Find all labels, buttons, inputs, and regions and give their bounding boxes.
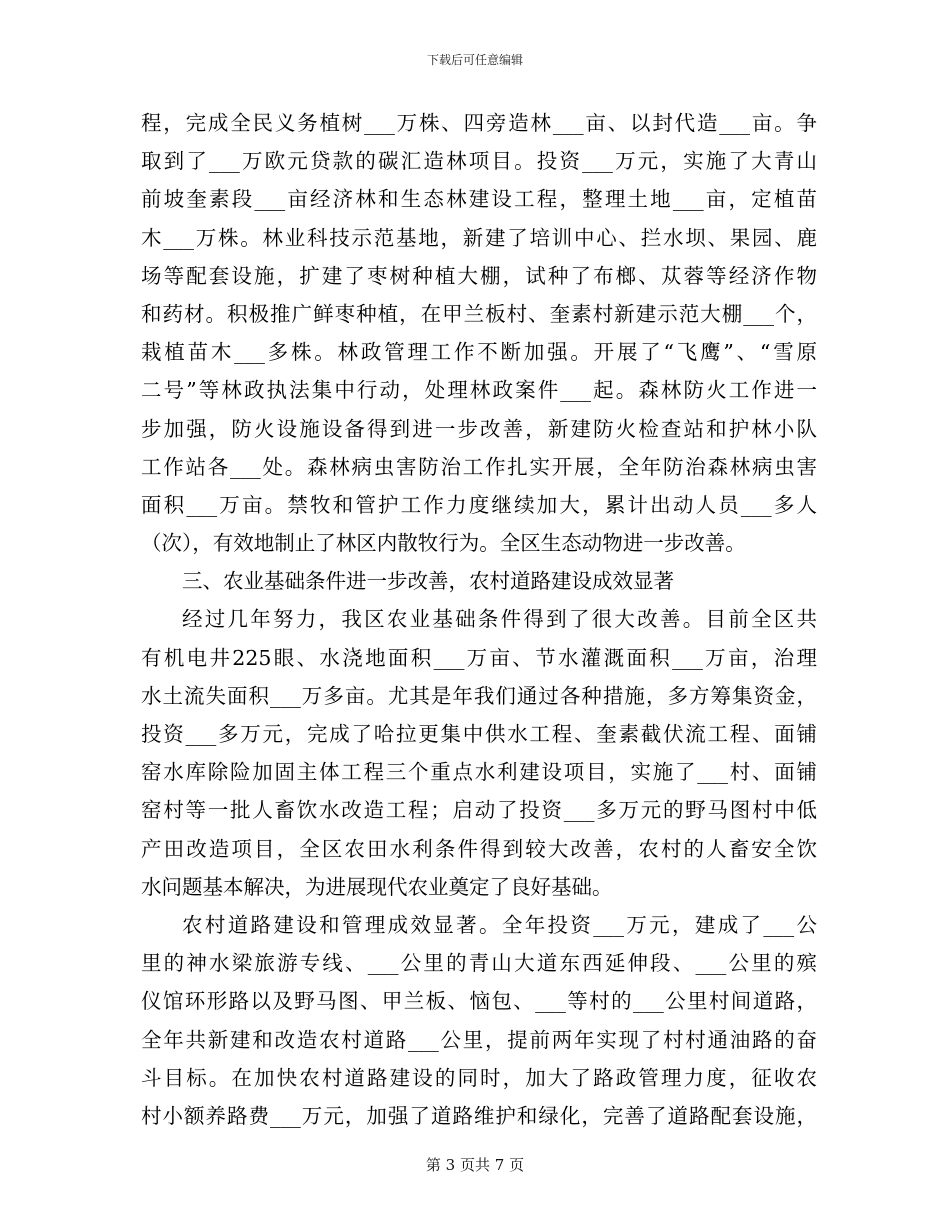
text-line: 栽植苗木___多株。林政管理工作不断加强。开展了“飞鹰”、“雪原 <box>141 340 817 365</box>
text-line: 步加强，防火设施设备得到进一步改善，新建防火检查站和护林小队 <box>141 416 817 441</box>
paragraph-last-line: 水问题基本解决，为进展现代农业奠定了良好基础。 <box>141 874 613 899</box>
text-line: 窑水库除险加固主体工程三个重点水利建设项目，实施了___村、面铺 <box>141 760 817 785</box>
text-line: 取到了___万欧元贷款的碳汇造林项目。投资___万元，实施了大青山 <box>141 149 817 174</box>
paragraph-first-line: 农村道路建设和管理成效显著。全年投资___万元，建成了___公 <box>182 912 817 937</box>
text-line: 全年共新建和改造农村道路___公里，提前两年实现了村村通油路的奋 <box>141 1027 817 1052</box>
text-line: 村小额养路费___万元，加强了道路维护和绿化，完善了道路配套设施， <box>141 1103 817 1128</box>
text-line: 水土流失面积___万多亩。尤其是年我们通过各种措施，多方筹集资金， <box>141 683 817 708</box>
text-line: 仪馆环形路以及野马图、甲兰板、恼包、___等村的___公里村间道路， <box>141 989 817 1014</box>
text-line: 斗目标。在加快农村道路建设的同时，加大了路政管理力度，征收农 <box>141 1065 817 1090</box>
text-line: 程，完成全民义务植树___万株、四旁造林___亩、以封代造___亩。争 <box>141 111 817 135</box>
text-line: 有机电井225眼、水浇地面积___万亩、节水灌溉面积___万亩，治理 <box>141 645 817 670</box>
text-line: 场等配套设施，扩建了枣树种植大棚，试种了布榔、苁蓉等经济作物 <box>141 263 817 288</box>
text-line: 前坡奎素段___亩经济林和生态林建设工程，整理土地___亩，定植苗 <box>141 187 817 212</box>
text-line: 产田改造项目，全区农田水利条件得到较大改善，农村的人畜安全饮 <box>141 836 817 861</box>
paragraph-last-line: （次），有效地制止了林区内散牧行为。全区生态动物进一步改善。 <box>141 531 746 556</box>
text-line: 二号”等林政执法集中行动，处理林政案件___起。森林防火工作进一 <box>141 378 817 403</box>
text-line: 里的神水梁旅游专线、___公里的青山大道东西延伸段、___公里的殡 <box>141 951 817 976</box>
text-line: 木___万株。林业科技示范基地，新建了培训中心、拦水坝、果园、鹿 <box>141 225 817 250</box>
text-line: 窑村等一批人畜饮水改造工程；启动了投资___多万元的野马图村中低 <box>141 798 817 823</box>
paragraph-first-line: 经过几年努力，我区农业基础条件得到了很大改善。目前全区共 <box>182 607 817 632</box>
page-footer: 第 3 页共 7 页 <box>425 1156 525 1174</box>
section-heading: 三、农业基础条件进一步改善，农村道路建设成效显著 <box>182 569 674 594</box>
page-header: 下载后可任意编辑 <box>426 53 523 67</box>
text-line: 面积___万亩。禁牧和管护工作力度继续加大，累计出动人员___多人 <box>141 492 817 517</box>
text-line: 工作站各___处。森林病虫害防治工作扎实开展，全年防治森林病虫害 <box>141 454 817 479</box>
text-line: 和药材。积极推广鲜枣种植，在甲兰板村、奎素村新建示范大棚___个， <box>141 301 817 326</box>
text-line: 投资___多万元，完成了哈拉更集中供水工程、奎素截伏流工程、面铺 <box>141 722 817 746</box>
document-body <box>141 104 817 1135</box>
